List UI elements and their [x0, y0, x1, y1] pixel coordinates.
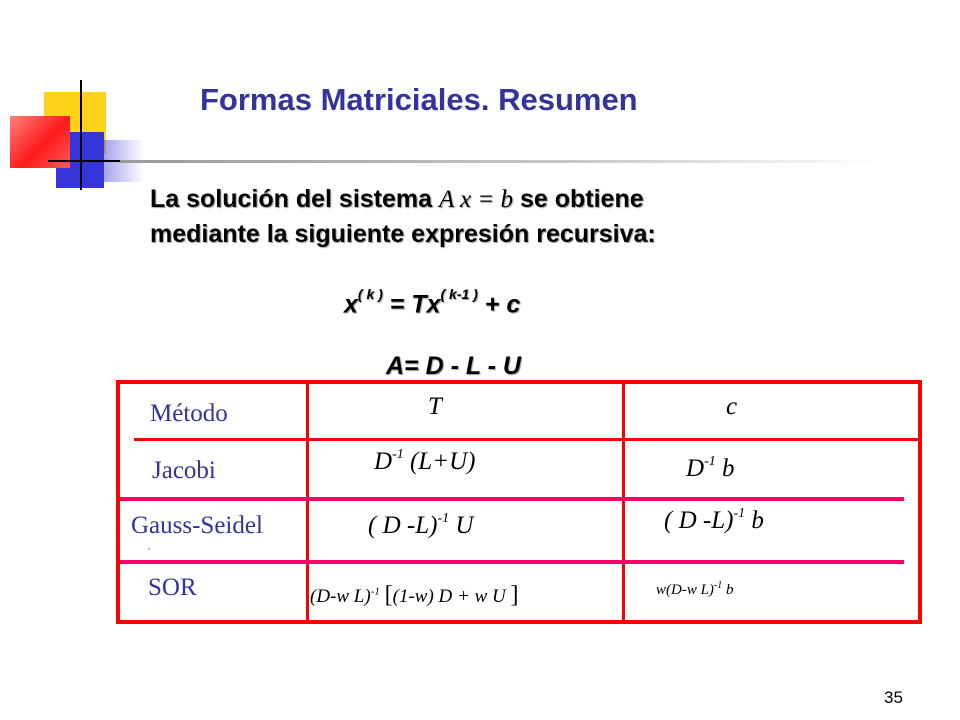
logo-horizontal-line [48, 160, 128, 162]
eq-lhs: x [344, 290, 358, 319]
title-underline [120, 160, 880, 163]
sor-T-sup: -1 [370, 585, 380, 598]
sor-T-base: (D-w L) [310, 586, 371, 607]
gauss-seidel-mark: ´ [146, 548, 151, 559]
split-equation: A= D - L - U [386, 352, 521, 380]
header-method: Método [150, 400, 228, 427]
page-number: 35 [884, 688, 903, 707]
sor-T-close: ] [510, 582, 519, 608]
table-divider-row-1 [120, 497, 904, 501]
jacobi-c-tail: b [721, 455, 735, 482]
gauss-seidel-c-tail: b [751, 507, 764, 534]
sor-c-sup: -1 [713, 580, 723, 591]
slide-title: Formas Matriciales. Resumen [200, 82, 638, 117]
row-gauss-seidel-T [368, 512, 473, 540]
row-jacobi-c [686, 455, 734, 483]
jacobi-c-base: D [686, 455, 705, 482]
jacobi-T-sup: -1 [392, 446, 404, 462]
methods-table [116, 380, 922, 624]
sor-T-open: [ [384, 582, 393, 608]
gauss-seidel-T-tail: U [455, 512, 474, 539]
intro-line-1 [150, 182, 656, 217]
jacobi-c-sup: -1 [704, 453, 716, 469]
table-divider-vertical-2 [622, 382, 625, 622]
intro-line-2: mediante la siguiente expresión recursiva: [150, 220, 656, 248]
row-jacobi-method: Jacobi [152, 457, 216, 484]
sor-T-inner: (1-w) D + w U [392, 586, 506, 607]
eq-tail: + c [484, 290, 521, 319]
intro-line-1-suffix: se obtiene [519, 185, 644, 213]
table-divider-row-2 [120, 560, 904, 564]
recursive-equation [344, 286, 521, 319]
gauss-seidel-c-base: ( D -L) [664, 507, 734, 534]
row-sor-c [656, 580, 734, 599]
row-jacobi-T [374, 448, 475, 476]
sor-c-base: w(D-w L) [656, 582, 714, 598]
row-sor-method: SOR [148, 574, 197, 601]
jacobi-T-base: D [374, 448, 393, 475]
jacobi-T-tail: (L+U) [409, 448, 476, 475]
table-divider-vertical-1 [306, 382, 309, 622]
row-gauss-seidel-c [664, 507, 764, 535]
gauss-seidel-T-sup: -1 [437, 510, 450, 526]
logo-vertical-line [80, 80, 82, 190]
table-divider-header [134, 438, 918, 441]
eq-lhs-sup: ( k ) [357, 286, 383, 302]
intro-text [150, 182, 656, 251]
gauss-seidel-T-base: ( D -L) [368, 512, 438, 539]
intro-math: A x = b [438, 186, 514, 213]
row-gauss-seidel-method: Gauss-Seidel [131, 512, 263, 539]
intro-line-1-prefix: La solución del sistema [150, 185, 433, 213]
eq-middle: = Tx [389, 290, 441, 319]
eq-rhs-sup: ( k-1 ) [440, 286, 478, 302]
sor-c-tail: b [726, 582, 734, 598]
row-sor-T [310, 582, 518, 609]
header-c: c [726, 393, 738, 420]
header-T: T [428, 393, 442, 420]
gauss-seidel-c-sup: -1 [733, 505, 746, 521]
